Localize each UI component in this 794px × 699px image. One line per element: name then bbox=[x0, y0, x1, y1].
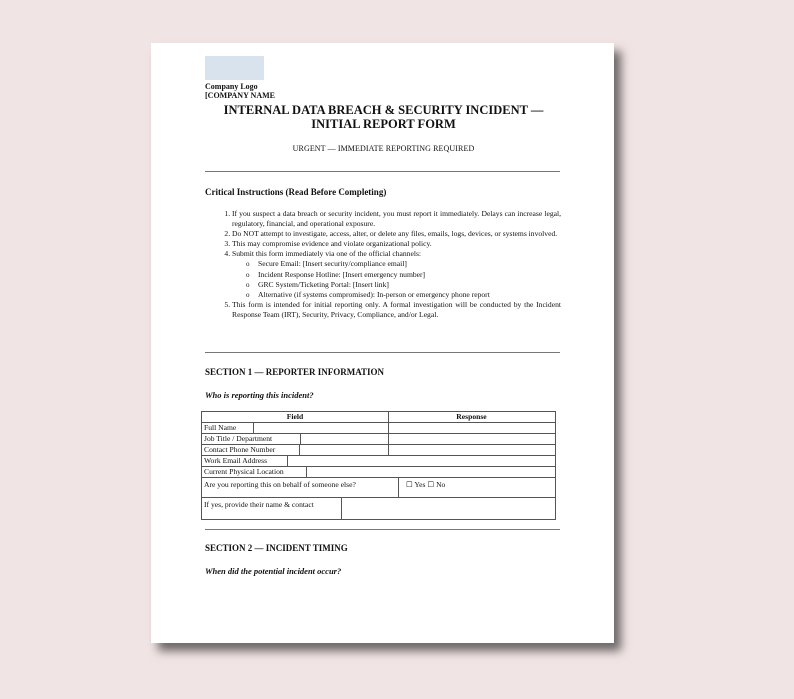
bullet-icon: o bbox=[246, 280, 250, 289]
row-label: If yes, provide their name & contact bbox=[204, 500, 314, 509]
instruction-item-text: Submit this form immediately via one of the official channels: bbox=[232, 249, 422, 259]
cell-divider bbox=[306, 467, 307, 477]
table-row[interactable] bbox=[201, 423, 556, 434]
column-header-field: Field bbox=[202, 412, 389, 422]
title-line-1: INTERNAL DATA BREACH & SECURITY INCIDENT — bbox=[223, 103, 544, 117]
table-header bbox=[201, 411, 556, 423]
row-label: Full Name bbox=[204, 423, 237, 432]
company-name: [COMPANY NAME bbox=[205, 91, 275, 100]
document-page bbox=[151, 43, 614, 643]
table-row[interactable] bbox=[201, 434, 556, 445]
section1-question: Who is reporting this incident? bbox=[205, 390, 314, 400]
cell-divider bbox=[388, 423, 389, 433]
cell-divider bbox=[388, 434, 389, 444]
divider bbox=[205, 352, 560, 353]
logo-label: Company Logo bbox=[205, 82, 258, 91]
section2-heading: SECTION 2 — INCIDENT TIMING bbox=[205, 543, 348, 553]
instructions-heading: Critical Instructions (Read Before Completing) bbox=[205, 187, 387, 197]
divider bbox=[205, 529, 560, 530]
cell-divider bbox=[341, 498, 342, 519]
instructions-list bbox=[214, 209, 561, 320]
instruction-item bbox=[232, 249, 561, 299]
cell-divider bbox=[287, 456, 288, 466]
instruction-item: 3. This may compromise evidence and violate organizational policy. bbox=[232, 239, 561, 249]
channel-item: o Incident Response Hotline: [Insert emergency number] bbox=[246, 269, 426, 279]
company-logo-placeholder bbox=[205, 56, 264, 80]
row-label: Current Physical Location bbox=[204, 467, 284, 476]
cell-divider bbox=[398, 478, 399, 497]
row-label: Work Email Address bbox=[204, 456, 268, 465]
table-row[interactable] bbox=[201, 456, 556, 467]
channel-item: o GRC System/Ticketing Portal: [Insert link] bbox=[246, 279, 389, 289]
cell-divider bbox=[253, 423, 254, 433]
section1-heading: SECTION 1 — REPORTER INFORMATION bbox=[205, 367, 385, 377]
urgent-subtitle: URGENT — IMMEDIATE REPORTING REQUIRED bbox=[292, 144, 475, 153]
bullet-icon: o bbox=[246, 290, 250, 299]
cell-divider bbox=[299, 445, 300, 455]
column-header-response: Response bbox=[456, 412, 487, 421]
row-label: Are you reporting this on behalf of someone else? bbox=[204, 480, 356, 489]
instruction-item: 5. This form is intended for initial reporting only. A formal investigation will be conducted by the Incident Response Team (IRT), Security, Privacy, Compliance, and/or Legal. bbox=[232, 300, 561, 320]
cell-divider bbox=[300, 434, 301, 444]
yes-no-checkboxes[interactable]: ☐ Yes ☐ No bbox=[406, 480, 446, 489]
table-row[interactable] bbox=[201, 478, 556, 498]
cell-divider bbox=[388, 445, 389, 455]
channel-item: o Secure Email: [Insert security/compliance email] bbox=[246, 259, 407, 269]
row-label: Contact Phone Number bbox=[204, 445, 276, 454]
channel-item: o Alternative (if systems compromised): In-person or emergency phone report bbox=[246, 289, 490, 299]
table-row[interactable] bbox=[201, 467, 556, 478]
bullet-icon: o bbox=[246, 260, 250, 269]
instruction-item: 2. Do NOT attempt to investigate, access, alter, or delete any files, emails, logs, devices, or systems involved. bbox=[232, 229, 561, 239]
row-label: Job Title / Department bbox=[204, 434, 273, 443]
title-line-2: INITIAL REPORT FORM bbox=[311, 117, 456, 131]
form-title bbox=[201, 103, 566, 131]
bullet-icon: o bbox=[246, 270, 250, 279]
table-row[interactable] bbox=[201, 445, 556, 456]
table-row[interactable] bbox=[201, 498, 556, 520]
section2-question: When did the potential incident occur? bbox=[205, 566, 342, 576]
divider bbox=[205, 171, 560, 172]
instruction-item: 1. If you suspect a data breach or security incident, you must report it immediately. Delays can increase legal, regulatory, financial, and operational exposure. bbox=[232, 209, 561, 229]
